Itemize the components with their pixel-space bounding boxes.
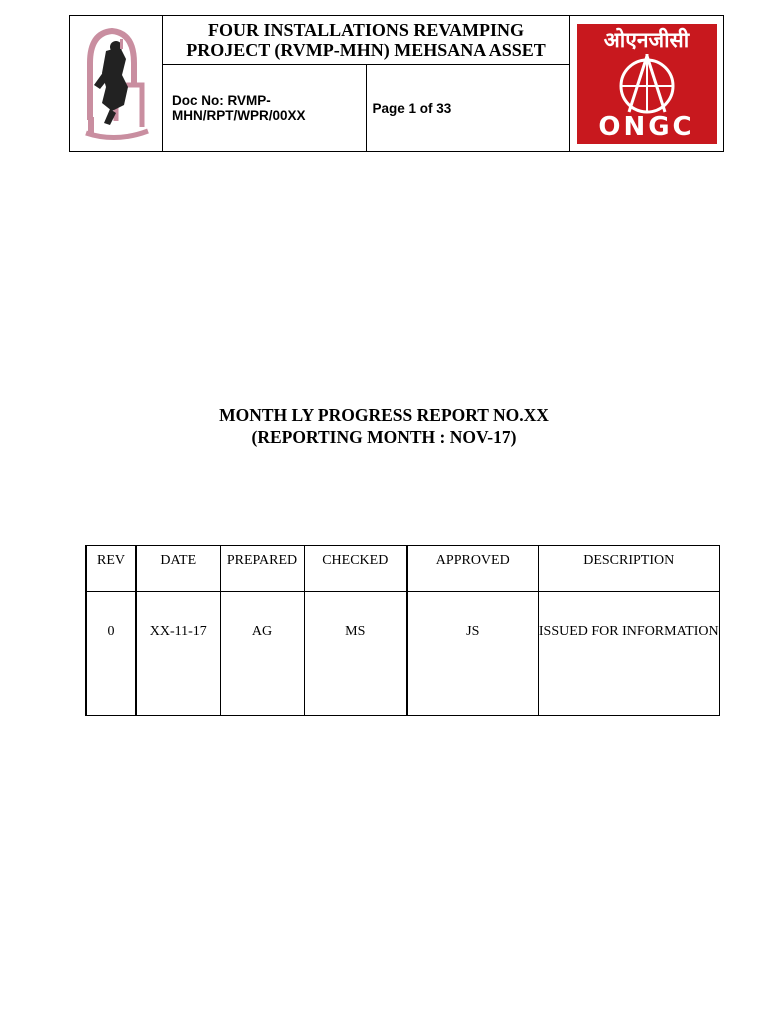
cell-rev: 0 [86, 592, 136, 716]
cell-checked: MS [304, 592, 407, 716]
company-logo [70, 25, 162, 143]
column-header-prepared: PREPARED [220, 546, 304, 592]
cell-prepared: AG [220, 592, 304, 716]
project-title [163, 16, 570, 65]
column-header-checked: CHECKED [304, 546, 407, 592]
column-header-description: DESCRIPTION [538, 546, 720, 592]
company-logo-cell [70, 16, 163, 152]
cell-description: ISSUED FOR INFORMATION [538, 592, 720, 716]
project-title-line-2: PROJECT (RVMP-MHN) MEHSANA ASSET [186, 40, 546, 60]
cell-date: XX-11-17 [136, 592, 220, 716]
column-header-rev: REV [86, 546, 136, 592]
ongc-logo-cell [570, 16, 724, 152]
table-header-row [86, 546, 720, 592]
cell-approved: JS [407, 592, 538, 716]
oil-rig-icon [577, 54, 717, 114]
ongc-wordmark: ONGC [598, 111, 695, 142]
column-header-approved: APPROVED [407, 546, 538, 592]
report-title [0, 404, 768, 448]
report-title-line-1: MONTH LY PROGRESS REPORT NO.XX [219, 405, 549, 425]
document-header [69, 15, 724, 152]
report-title-line-2: (REPORTING MONTH : NOV-17) [251, 427, 517, 447]
revision-table [85, 545, 720, 716]
column-header-date: DATE [136, 546, 220, 592]
ongc-hindi-wordmark: ओएनजीसी [603, 27, 690, 52]
ongc-logo [577, 24, 717, 144]
document-number: Doc No: RVMP-MHN/RPT/WPR/00XX [163, 65, 367, 152]
table-row [86, 592, 720, 716]
page-number: Page 1 of 33 [366, 65, 570, 152]
project-title-line-1: FOUR INSTALLATIONS REVAMPING [207, 20, 525, 40]
